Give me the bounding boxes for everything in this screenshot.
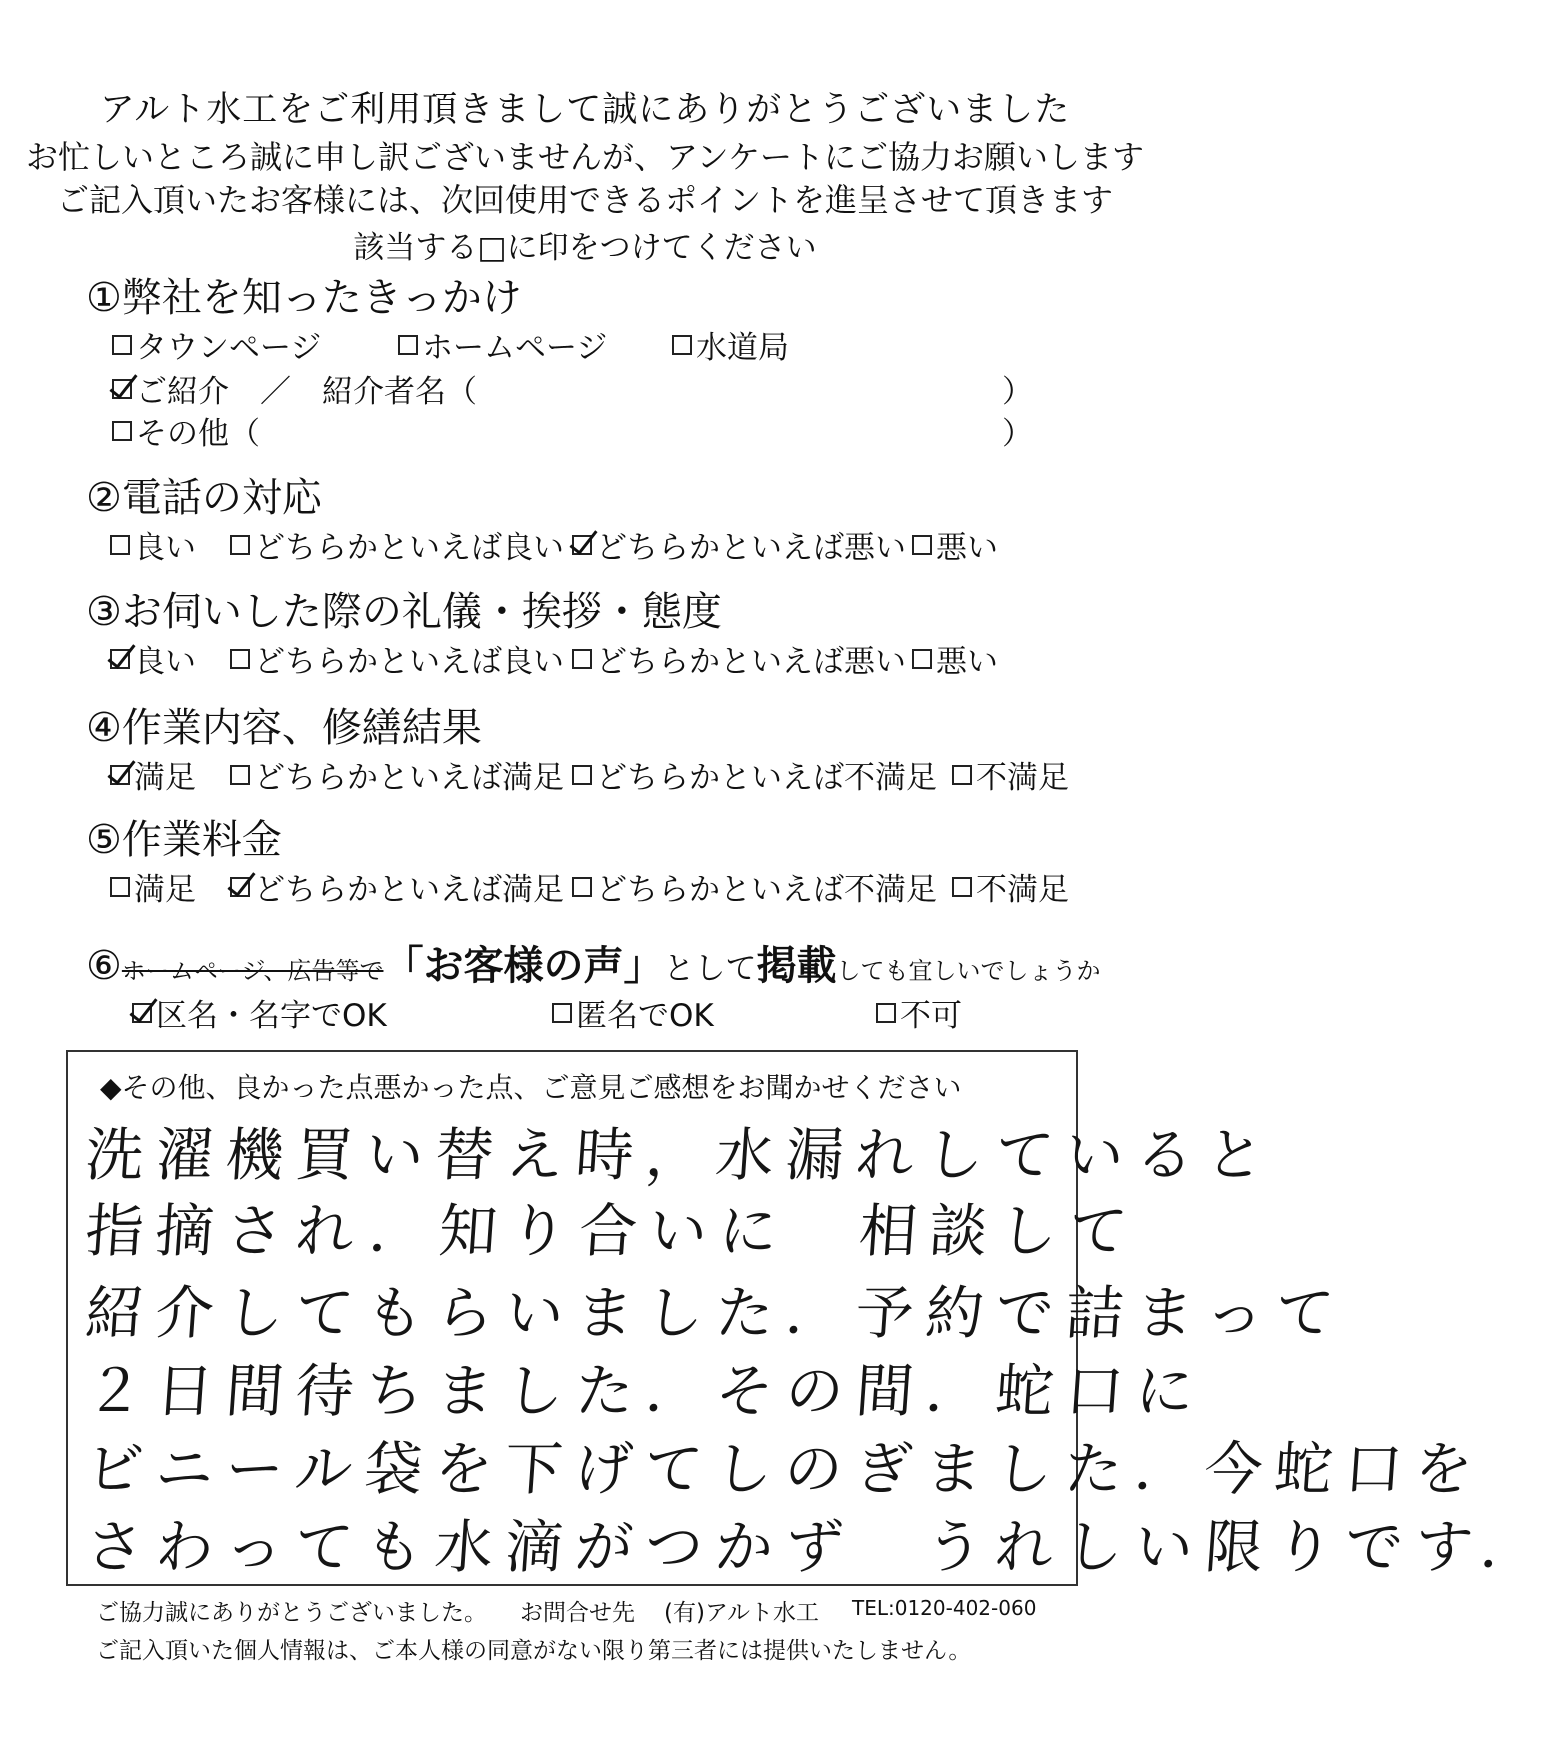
option-label: どちらかといえば不満足 — [596, 872, 937, 908]
checkbox[interactable] — [230, 649, 250, 669]
checkbox[interactable] — [110, 877, 130, 897]
comment-line-6: さわっても水滴がつかず うれしい限りです． — [83, 1513, 1553, 1581]
header-title: アルト水工をご利用頂きまして誠にありがとうございました — [99, 90, 1071, 130]
option-label: どちらかといえば不満足 — [596, 760, 937, 796]
q5-option-satisfied[interactable] — [110, 864, 196, 909]
q5-option-somewhat-dissatisfied[interactable] — [572, 864, 937, 909]
q1-option-waterworks[interactable] — [672, 322, 789, 367]
q1-option-other[interactable] — [112, 408, 260, 453]
checkbox-checked[interactable] — [572, 535, 592, 555]
q6-option-name-ok[interactable] — [132, 990, 387, 1035]
option-label: どちらかといえば満足 — [254, 872, 564, 908]
checkbox[interactable] — [230, 535, 250, 555]
footer-company: (有)アルト水工 — [664, 1600, 820, 1626]
checkbox-checked[interactable] — [112, 379, 132, 399]
q6-title — [86, 934, 1100, 991]
footer-privacy: ご記入頂いた個人情報は、ご本人様の同意がない限り第三者には提供いたしません。 — [96, 1638, 972, 1664]
checkbox-checked[interactable] — [110, 765, 130, 785]
option-label: 満足 — [134, 872, 196, 908]
q1-option-referral[interactable] — [112, 366, 477, 411]
q2-option-good[interactable] — [110, 522, 196, 567]
option-label: ホームページ — [422, 330, 608, 366]
q6-publish: 掲載 — [756, 943, 837, 989]
checkbox[interactable] — [398, 335, 418, 355]
q2-title: ②電話の対応 — [86, 475, 322, 521]
checkbox-checked[interactable] — [230, 877, 250, 897]
q4-option-dissatisfied[interactable] — [952, 752, 1069, 797]
q6-option-not-allowed[interactable] — [876, 990, 962, 1035]
option-label: どちらかといえば良い — [254, 644, 564, 680]
option-label: 不満足 — [976, 760, 1069, 796]
checkbox[interactable] — [572, 765, 592, 785]
q5-option-dissatisfied[interactable] — [952, 864, 1069, 909]
header-request: お忙しいところ誠に申し訳ございませんが、アンケートにご協力お願いします — [25, 138, 1145, 176]
comment-line-1: 洗濯機買い替え時，水漏れしていると — [83, 1121, 1279, 1189]
checkbox[interactable] — [552, 1003, 572, 1023]
checkbox[interactable] — [572, 877, 592, 897]
q6-mid: として — [663, 951, 757, 987]
q2-option-somewhat-good[interactable] — [230, 522, 564, 567]
checkbox[interactable] — [112, 335, 132, 355]
q6-number: ⑥ — [86, 943, 122, 989]
option-label: 水道局 — [696, 330, 789, 366]
comment-line-2: 指摘され．知り合いに 相談して — [83, 1197, 1142, 1265]
footer-tel: TEL:0120-402-060 — [852, 1596, 1037, 1620]
q3-option-somewhat-bad[interactable] — [572, 636, 906, 681]
option-label: 悪い — [936, 644, 998, 680]
q6-suffix: しても宜しいでしょうか — [836, 957, 1101, 985]
checkbox[interactable] — [876, 1003, 896, 1023]
q3-option-bad[interactable] — [912, 636, 998, 681]
option-label: 不可 — [900, 998, 962, 1034]
q4-option-somewhat-dissatisfied[interactable] — [572, 752, 937, 797]
referral-paren-close: ） — [1002, 374, 1033, 410]
option-label: どちらかといえば満足 — [254, 760, 564, 796]
option-label: 満足 — [134, 760, 196, 796]
checkbox-checked[interactable] — [132, 1003, 152, 1023]
q5-title: ⑤作業料金 — [86, 817, 282, 863]
checkbox[interactable] — [952, 765, 972, 785]
q3-option-somewhat-good[interactable] — [230, 636, 564, 681]
option-label: タウンページ — [136, 330, 322, 366]
q1-option-homepage[interactable] — [398, 322, 607, 367]
checkbox[interactable] — [672, 335, 692, 355]
option-label: 区名・名字でOK — [156, 998, 387, 1034]
checkbox-checked[interactable] — [110, 649, 130, 669]
q4-option-somewhat-satisfied[interactable] — [230, 752, 564, 797]
q4-title: ④作業内容、修繕結果 — [86, 705, 482, 751]
instruction-text: 該当する□に印をつけてください — [353, 230, 817, 266]
option-label: どちらかといえば悪い — [596, 644, 906, 680]
q3-title: ③お伺いした際の礼儀・挨拶・態度 — [86, 589, 722, 635]
q2-option-bad[interactable] — [912, 522, 998, 567]
footer-contact-label: お問合せ先 — [520, 1600, 635, 1626]
q5-option-somewhat-satisfied[interactable] — [230, 864, 564, 909]
other-paren-close: ） — [1002, 416, 1033, 452]
option-label: 悪い — [936, 530, 998, 566]
q3-option-good[interactable] — [110, 636, 196, 681]
header-points: ご記入頂いたお客様には、次回使用できるポイントを進呈させて頂きます — [56, 181, 1113, 219]
option-label: 良い — [134, 644, 196, 680]
checkbox[interactable] — [912, 649, 932, 669]
option-label: その他（ — [136, 416, 260, 452]
footer-thanks: ご協力誠にありがとうございました。 — [96, 1600, 487, 1626]
q1-option-townpage[interactable] — [112, 322, 321, 367]
checkbox[interactable] — [110, 535, 130, 555]
option-label: どちらかといえば良い — [254, 530, 564, 566]
q4-option-satisfied[interactable] — [110, 752, 196, 797]
option-label: 良い — [134, 530, 196, 566]
option-label: 匿名でOK — [576, 998, 714, 1034]
checkbox[interactable] — [912, 535, 932, 555]
q6-quote: 「お客様の声」 — [383, 943, 664, 989]
q2-option-somewhat-bad[interactable] — [572, 522, 906, 567]
q6-prefix: ホームページ、広告等で — [121, 957, 384, 985]
option-label: 不満足 — [976, 872, 1069, 908]
q6-option-anonymous-ok[interactable] — [552, 990, 714, 1035]
checkbox[interactable] — [112, 421, 132, 441]
comment-line-3: 紹介してもらいました．予約で詰まって — [83, 1279, 1349, 1347]
comment-line-4: ２日間待ちました．その間．蛇口に — [83, 1357, 1209, 1425]
checkbox[interactable] — [952, 877, 972, 897]
comment-heading: ◆その他、良かった点悪かった点、ご意見ご感想をお聞かせください — [100, 1071, 962, 1104]
comment-line-5: ビニール袋を下げてしのぎました．今蛇口を — [83, 1435, 1487, 1503]
option-label: ご紹介 ／ 紹介者名（ — [136, 374, 477, 410]
checkbox[interactable] — [230, 765, 250, 785]
checkbox[interactable] — [572, 649, 592, 669]
option-label: どちらかといえば悪い — [596, 530, 906, 566]
q1-title: ①弊社を知ったきっかけ — [86, 275, 522, 321]
